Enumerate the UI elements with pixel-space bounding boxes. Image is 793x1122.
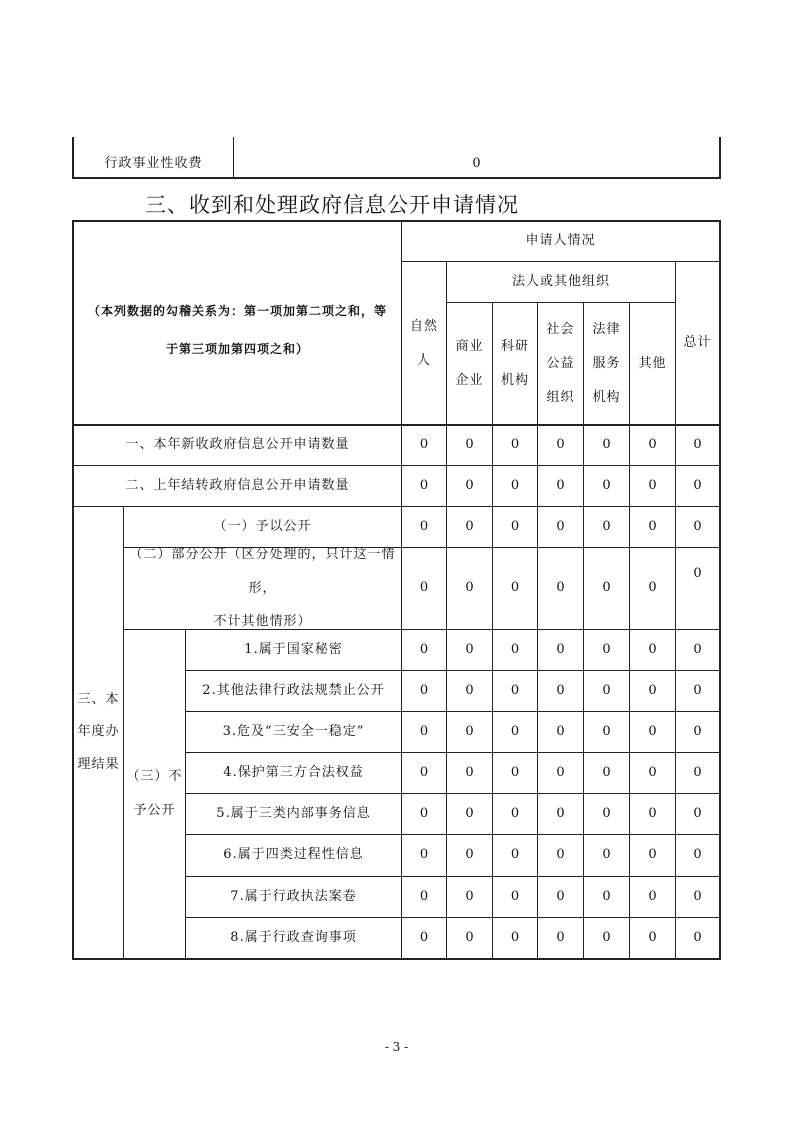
row-label-enforcement-files: 7.属于行政执法案卷 (230, 888, 357, 904)
row-label-state-secret: 1.属于国家秘密 (244, 641, 343, 657)
business-line2: 企业 (455, 373, 484, 388)
section3-line3: 理结果 (77, 756, 120, 772)
table-cell: 0 (556, 764, 565, 780)
table-cell: 0 (419, 641, 429, 657)
table-cell: 0 (419, 580, 429, 596)
table-cell: 0 (693, 565, 702, 581)
table-cell: 0 (602, 477, 611, 493)
natural-person-line1: 自然 (409, 318, 438, 334)
table-cell: 0 (648, 723, 657, 739)
partial-line1: （二）部分公开（区分处理的，只计这一情形， (129, 546, 396, 596)
section-title: 三、收到和处理政府信息公开申请情况 (145, 193, 519, 217)
table-cell: 0 (465, 682, 474, 698)
table-cell: 0 (693, 888, 702, 904)
table-cell: 0 (465, 437, 474, 453)
row-label-disclosed: （一）予以公开 (213, 518, 312, 534)
row-label-internal-affairs: 5.属于三类内部事务信息 (216, 805, 371, 821)
section3-line1: 三、本 (77, 691, 120, 707)
relation-note-line1: （本列数据的勾稽关系为：第一项加第二项之和，等 (87, 303, 387, 318)
top-table-label: 行政事业性收费 (104, 155, 203, 171)
table-cell: 0 (465, 723, 474, 739)
table-cell: 0 (419, 847, 429, 863)
table-cell: 0 (465, 929, 474, 945)
table-cell: 0 (465, 518, 474, 534)
law-line3: 机构 (592, 389, 621, 405)
row-label-third-party: 4.保护第三方合法权益 (223, 764, 364, 780)
table-cell: 0 (693, 764, 702, 780)
table-cell: 0 (648, 437, 657, 453)
table-cell: 0 (419, 477, 429, 493)
group3-line1: （三）不 (126, 769, 183, 785)
table-cell: 0 (510, 518, 520, 534)
table-cell: 0 (510, 580, 520, 596)
table-cell: 0 (510, 888, 520, 904)
table-cell: 0 (602, 641, 611, 657)
table-cell: 0 (602, 723, 611, 739)
business-line1: 商业 (455, 339, 484, 355)
table-cell: 0 (556, 929, 565, 945)
table-cell: 0 (465, 805, 474, 821)
research-line2: 机构 (500, 373, 529, 388)
row-label-prohibited: 2.其他法律行政法规禁止公开 (202, 682, 385, 698)
table-cell: 0 (602, 805, 611, 821)
table-cell: 0 (648, 888, 657, 904)
table-cell: 0 (602, 580, 611, 596)
table-cell: 0 (419, 888, 429, 904)
legal-org-header: 法人或其他组织 (511, 273, 610, 289)
table-cell: 0 (556, 641, 565, 657)
table-cell: 0 (602, 764, 611, 780)
table-cell: 0 (556, 518, 565, 534)
relation-note (74, 290, 401, 370)
table-cell: 0 (465, 580, 474, 596)
group3-line2: 予公开 (133, 803, 176, 818)
table-cell: 0 (465, 641, 474, 657)
row-label-security: 3.危及“三安全一稳定” (222, 723, 365, 739)
table-cell: 0 (556, 888, 565, 904)
table-cell: 0 (648, 477, 657, 493)
group-not-disclosed (124, 630, 185, 958)
row-label-new-requests: 一、本年新收政府信息公开申请数量 (125, 437, 350, 453)
business-header (447, 303, 492, 425)
table-cell: 0 (419, 764, 429, 780)
table-cell: 0 (693, 682, 702, 698)
relation-note-line2: 于第三项加第四项之和） (165, 342, 309, 356)
table-cell: 0 (465, 888, 474, 904)
table-cell: 0 (648, 847, 657, 863)
table-cell: 0 (419, 518, 429, 534)
table-cell: 0 (602, 682, 611, 698)
section3-line2: 年度办 (77, 724, 120, 740)
table-cell: 0 (510, 764, 520, 780)
table-cell: 0 (419, 682, 429, 698)
table-cell: 0 (693, 723, 702, 739)
table-cell: 0 (556, 580, 565, 596)
table-cell: 0 (602, 518, 611, 534)
law-line2: 服务 (592, 356, 621, 372)
table-cell: 0 (556, 682, 565, 698)
table-cell: 0 (693, 929, 702, 945)
table-cell: 0 (648, 929, 657, 945)
row-label-partial (124, 548, 401, 629)
table-cell: 0 (510, 682, 520, 698)
law-service-header (584, 303, 629, 425)
natural-person-header (402, 262, 446, 425)
table-cell: 0 (648, 518, 657, 534)
table-cell: 0 (693, 641, 702, 657)
table-cell: 0 (419, 929, 429, 945)
table-cell: 0 (693, 847, 702, 863)
section3-label (74, 507, 123, 958)
row-label-carried-over: 二、上年结转政府信息公开申请数量 (125, 477, 350, 493)
table-cell: 0 (602, 929, 611, 945)
table-cell: 0 (602, 437, 611, 453)
table-cell: 0 (556, 805, 565, 821)
table-cell: 0 (419, 437, 429, 453)
social-line3: 组织 (546, 389, 575, 405)
table-cell: 0 (556, 723, 565, 739)
table-cell: 0 (648, 682, 657, 698)
table-cell: 0 (510, 805, 520, 821)
row-label-process-info: 6.属于四类过程性信息 (223, 847, 364, 863)
table-cell: 0 (419, 723, 429, 739)
table-cell: 0 (510, 847, 520, 863)
table-cell: 0 (510, 929, 520, 945)
partial-line2: 不计其他情形） (213, 614, 312, 630)
research-header (493, 303, 537, 425)
table-cell: 0 (556, 477, 565, 493)
table-cell: 0 (465, 477, 474, 493)
table-cell: 0 (510, 477, 520, 493)
table-cell: 0 (648, 805, 657, 821)
research-line1: 科研 (500, 339, 529, 355)
table-cell: 0 (419, 805, 429, 821)
table-cell: 0 (510, 641, 520, 657)
page-number: - 3 - (384, 1040, 409, 1054)
table-cell: 0 (465, 847, 474, 863)
table-cell: 0 (556, 437, 565, 453)
table-cell: 0 (465, 764, 474, 780)
top-table-value: 0 (472, 155, 481, 171)
social-line1: 社会 (546, 322, 575, 338)
law-line1: 法律 (592, 322, 621, 338)
table-cell: 0 (648, 641, 657, 657)
table-cell: 0 (693, 518, 702, 534)
social-org-header (538, 303, 583, 425)
row-label-admin-inquiry: 8.属于行政查询事项 (230, 929, 357, 945)
table-cell: 0 (556, 847, 565, 863)
table-cell: 0 (648, 580, 657, 596)
natural-person-line2: 人 (416, 352, 431, 368)
table-cell: 0 (602, 888, 611, 904)
social-line2: 公益 (546, 356, 575, 372)
applicant-header: 申请人情况 (525, 233, 596, 249)
table-cell: 0 (648, 764, 657, 780)
table-cell: 0 (693, 805, 702, 821)
table-cell: 0 (693, 437, 702, 453)
table-cell: 0 (510, 437, 520, 453)
table-cell: 0 (602, 847, 611, 863)
table-cell: 0 (510, 723, 520, 739)
total-header: 总计 (683, 335, 712, 351)
table-cell: 0 (693, 477, 702, 493)
other-header: 其他 (638, 355, 667, 371)
